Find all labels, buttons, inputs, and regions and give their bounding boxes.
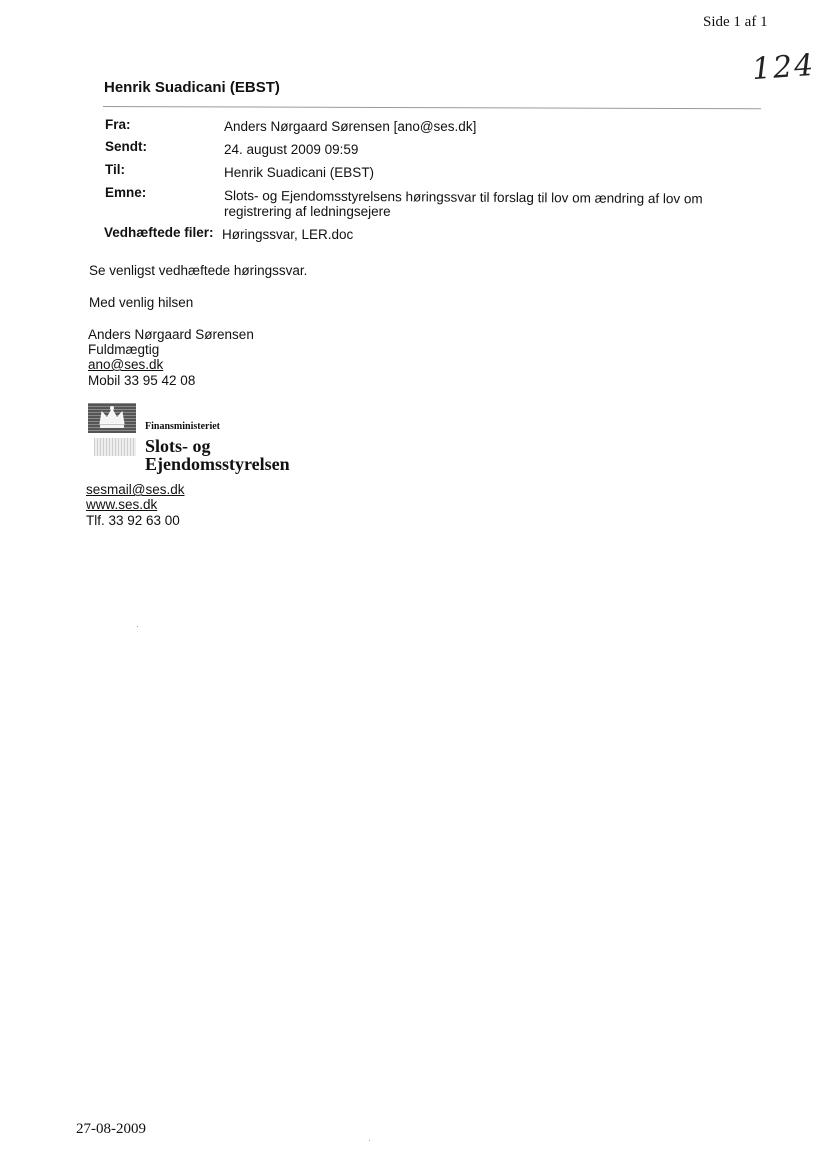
subject-label: Emne: xyxy=(105,185,147,200)
mailbox-owner-title: Henrik Suadicani (EBST) xyxy=(104,79,280,96)
to-label: Til: xyxy=(105,162,125,177)
sent-label: Sendt: xyxy=(105,139,147,154)
scan-speck xyxy=(369,1140,370,1141)
signature-email-link[interactable]: ano@ses.dk xyxy=(88,357,164,372)
signature-name: Anders Nørgaard Sørensen xyxy=(88,327,254,342)
from-label: Fra: xyxy=(105,117,131,132)
subject-value-line1: Slots- og Ejendomsstyrelsens høringssvar til forslag til lov om ændring af lov om xyxy=(223,188,703,207)
logo-shadow-mark xyxy=(94,438,136,456)
sent-value: 24. august 2009 09:59 xyxy=(224,142,359,157)
handwritten-page-mark: 124 xyxy=(750,47,817,88)
from-value: Anders Nørgaard Sørensen [ano@ses.dk] xyxy=(224,119,477,134)
to-value: Henrik Suadicani (EBST) xyxy=(224,165,375,180)
page-number: Side 1 af 1 xyxy=(703,14,768,30)
body-message: Se venligst vedhæftede høringssvar. xyxy=(89,263,308,278)
attachments-label: Vedhæftede filer: xyxy=(104,225,214,240)
logo-agency-line1: Slots- og xyxy=(145,436,211,456)
title-divider xyxy=(103,106,761,109)
subject-value-line2: registrering af ledningsejere xyxy=(224,204,391,219)
contact-web-link[interactable]: www.ses.dk xyxy=(86,497,158,512)
logo-agency-line2: Ejendomsstyrelsen xyxy=(145,454,290,474)
greeting: Med venlig hilsen xyxy=(89,295,194,310)
contact-phone: Tlf. 33 92 63 00 xyxy=(86,513,180,528)
crown-icon xyxy=(96,404,128,432)
signature-phone: Mobil 33 95 42 08 xyxy=(88,373,196,388)
signature-title: Fuldmægtig xyxy=(88,342,160,357)
attachment-link[interactable]: Høringssvar, LER.doc xyxy=(222,227,354,242)
print-date: 27-08-2009 xyxy=(76,1121,146,1137)
logo-agency-name xyxy=(145,437,290,473)
contact-email-link[interactable]: sesmail@ses.dk xyxy=(86,482,185,497)
logo-ministry-name: Finansministeriet xyxy=(145,421,220,432)
scan-speck xyxy=(137,626,138,627)
